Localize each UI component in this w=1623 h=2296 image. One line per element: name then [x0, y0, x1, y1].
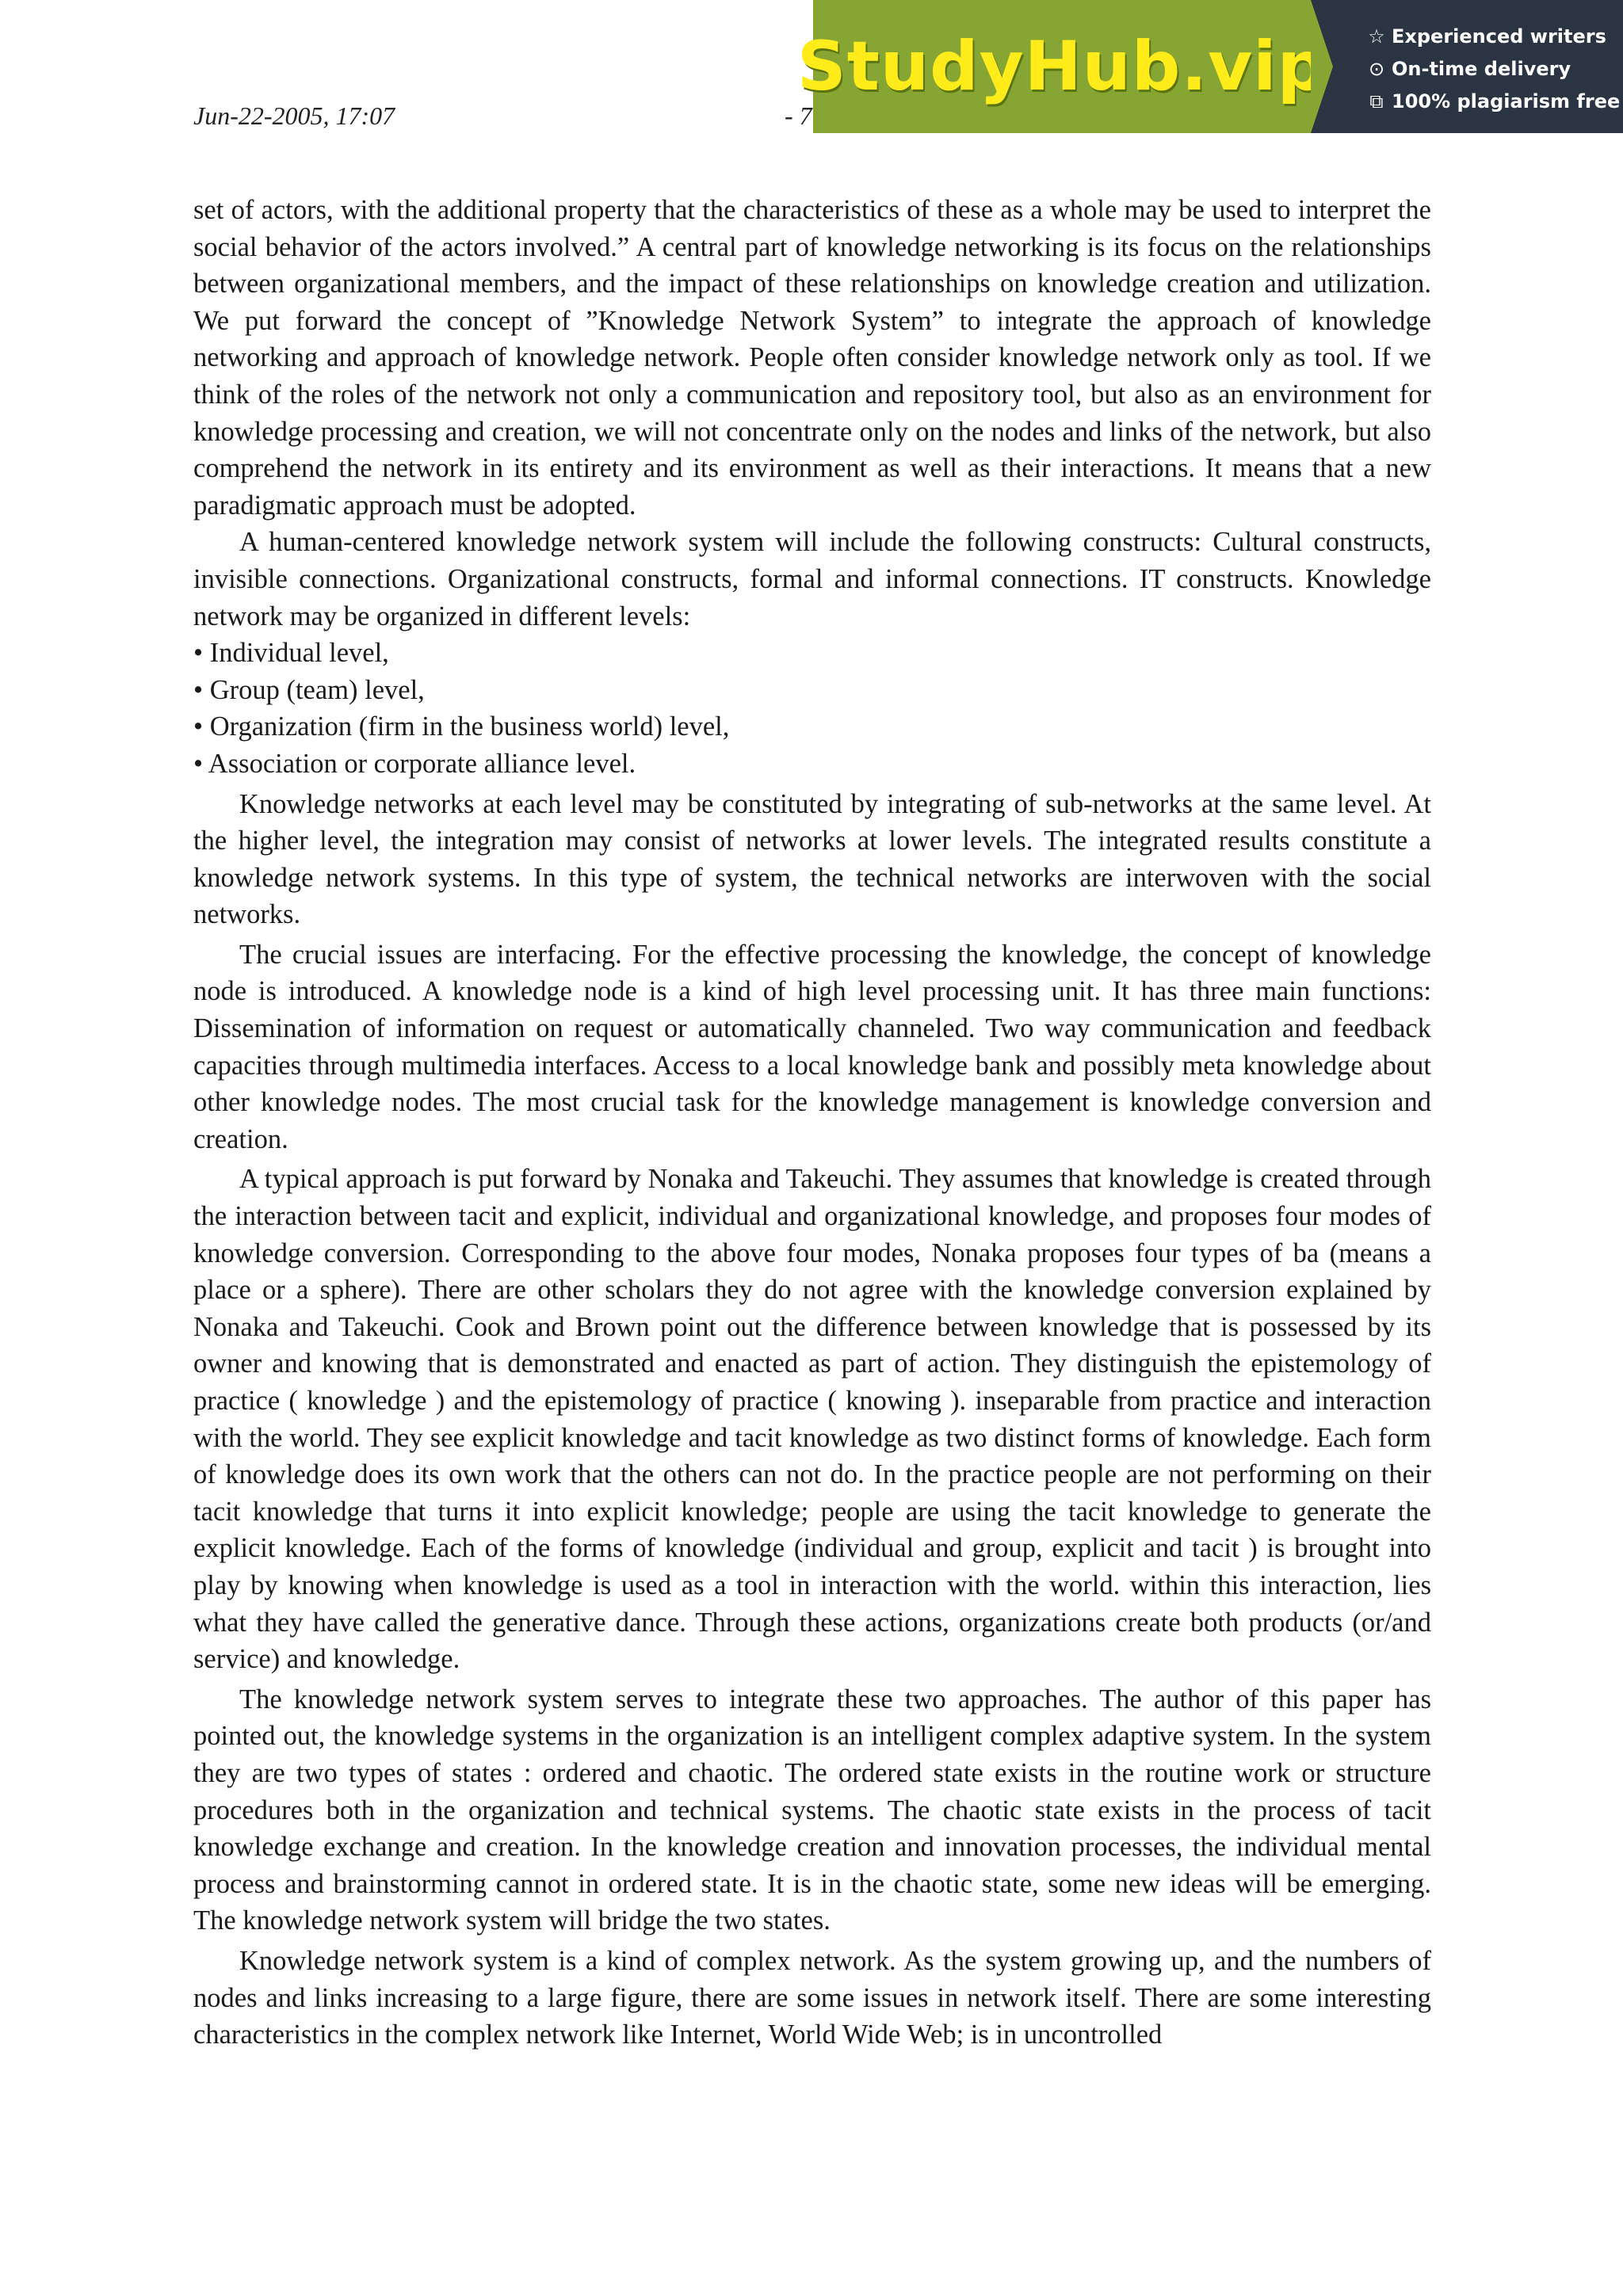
banner-features — [1311, 0, 1623, 133]
copy-icon: ⧉ — [1369, 90, 1384, 113]
star-outline-icon: ☆ — [1368, 25, 1385, 48]
feature-experienced-writers — [1366, 21, 1623, 53]
feature-label: 100% plagiarism free — [1392, 90, 1621, 113]
bullet-individual-level: • Individual level, — [193, 638, 389, 669]
studyhub-logo[interactable] — [796, 0, 1327, 133]
bullet-group-level: • Group (team) level, — [193, 674, 425, 705]
logo-text: StudyHub.vip — [796, 27, 1327, 106]
bullet-organization-level: • Organization (firm in the business world) level, — [193, 711, 730, 742]
page-body — [193, 192, 1431, 2054]
feature-label: On-time delivery — [1392, 58, 1571, 80]
paragraph-4: The crucial issues are interfacing. For the effective processing the knowledge, the concept of knowledge node is introduced. A knowledge node is a kind of high level processing unit. It has three main functions: Dissemination of information on request or automatically channeled. Two way communication and feedback capacities through multimedia interfaces. Access to a local knowledge bank and possibly meta knowledge about other knowledge nodes. The most crucial task for the knowledge management is knowledge conversion and creation. — [193, 939, 1431, 1154]
paragraph-6: The knowledge network system serves to integrate these two approaches. The author of this paper has pointed out, the knowledge systems in the organization is an intelligent complex adaptive system. In the system they are two types of states : ordered and chaotic. The ordered state exists in the routine work or structure procedures both in the organization and technical systems. The chaotic state exists in the process of tacit knowledge exchange and creation. In the knowledge creation and innovation processes, the individual mental process and brainstorming cannot in ordered state. It is in the chaotic state, some new ideas will be emerging. The knowledge network system will bridge the two states. — [193, 1684, 1431, 1936]
feature-plagiarism-free — [1366, 86, 1623, 118]
feature-on-time-delivery — [1366, 53, 1623, 86]
bullet-association-level: • Association or corporate alliance level. — [193, 748, 636, 779]
header-page-number: - 7 — [785, 101, 812, 130]
paragraph-3: Knowledge networks at each level may be constituted by integrating of sub-networks at the same level. At the higher level, the integration may consist of networks at lower levels. The integrated results constitute a knowledge network systems. In this type of system, the technical networks are interwoven with the social networks. — [193, 788, 1431, 930]
feature-label: Experienced writers — [1392, 25, 1606, 48]
banner-arrow-shape — [1311, 0, 1333, 133]
header-date: Jun-22-2005, 17:07 — [193, 101, 395, 130]
paragraph-1: set of actors, with the additional property that the characteristics of these as a whole may be used to interpret the social behavior of the actors involved.” A central part of knowledge networking is its focus on the relationships between organizational members, and the impact of these relationships on knowledge creation and utilization. We put forward the concept of ”Knowledge Network System” to integrate the approach of knowledge networking and approach of knowledge network. People often consider knowledge network only as tool. If we think of the roles of the network not only a communication and repository tool, but also as an environment for knowledge processing and creation, we will not concentrate only on the nodes and links of the network, but also comprehend the network in its entirety and its environment as well as their interactions. It means that a new paradigmatic approach must be adopted. — [193, 195, 1431, 521]
paragraph-2: A human-centered knowledge network system will include the following constructs: Cultural constructs, invisible connections. Organizational constructs, formal and informal connections. IT constructs. Knowledge network may be organized in different levels: — [193, 527, 1431, 631]
studyhub-banner[interactable] — [796, 0, 1623, 133]
clock-icon: ⊙ — [1368, 58, 1385, 80]
paragraph-7: Knowledge network system is a kind of complex network. As the system growing up, and the numbers of nodes and links increasing to a large figure, there are some issues in network itself. There are some interesting characteristics in the complex network like Internet, World Wide Web; is in uncontrolled — [193, 1945, 1431, 2050]
paragraph-5: A typical approach is put forward by Nonaka and Takeuchi. They assumes that knowledge is created through the interaction between tacit and explicit, individual and organizational knowledge, and proposes four modes of knowledge conversion. Corresponding to the above four modes, Nonaka proposes four types of ba (means a place or a sphere). There are other scholars they do not agree with the knowledge conversion explained by Nonaka and Takeuchi. Cook and Brown point out the difference between knowledge that is possessed by its owner and knowing that is demonstrated and enacted as part of action. They distinguish the epistemology of practice ( knowledge ) and the epistemology of practice ( knowing ). inseparable from practice and interaction with the world. They see explicit knowledge and tacit knowledge as two distinct forms of knowledge. Each form of knowledge does its own work that the others can not do. In the practice people are not performing on their tacit knowledge that turns it into explicit knowledge; people are using the tacit knowledge to generate the explicit knowledge. Each of the forms of knowledge (individual and group, explicit and tacit ) is brought into play by knowing when knowledge is used as a tool in interaction with the world. within this interaction, lies what they have called the generative dance. Through these actions, organizations create both products (or/and service) and knowledge. — [193, 1164, 1431, 1675]
